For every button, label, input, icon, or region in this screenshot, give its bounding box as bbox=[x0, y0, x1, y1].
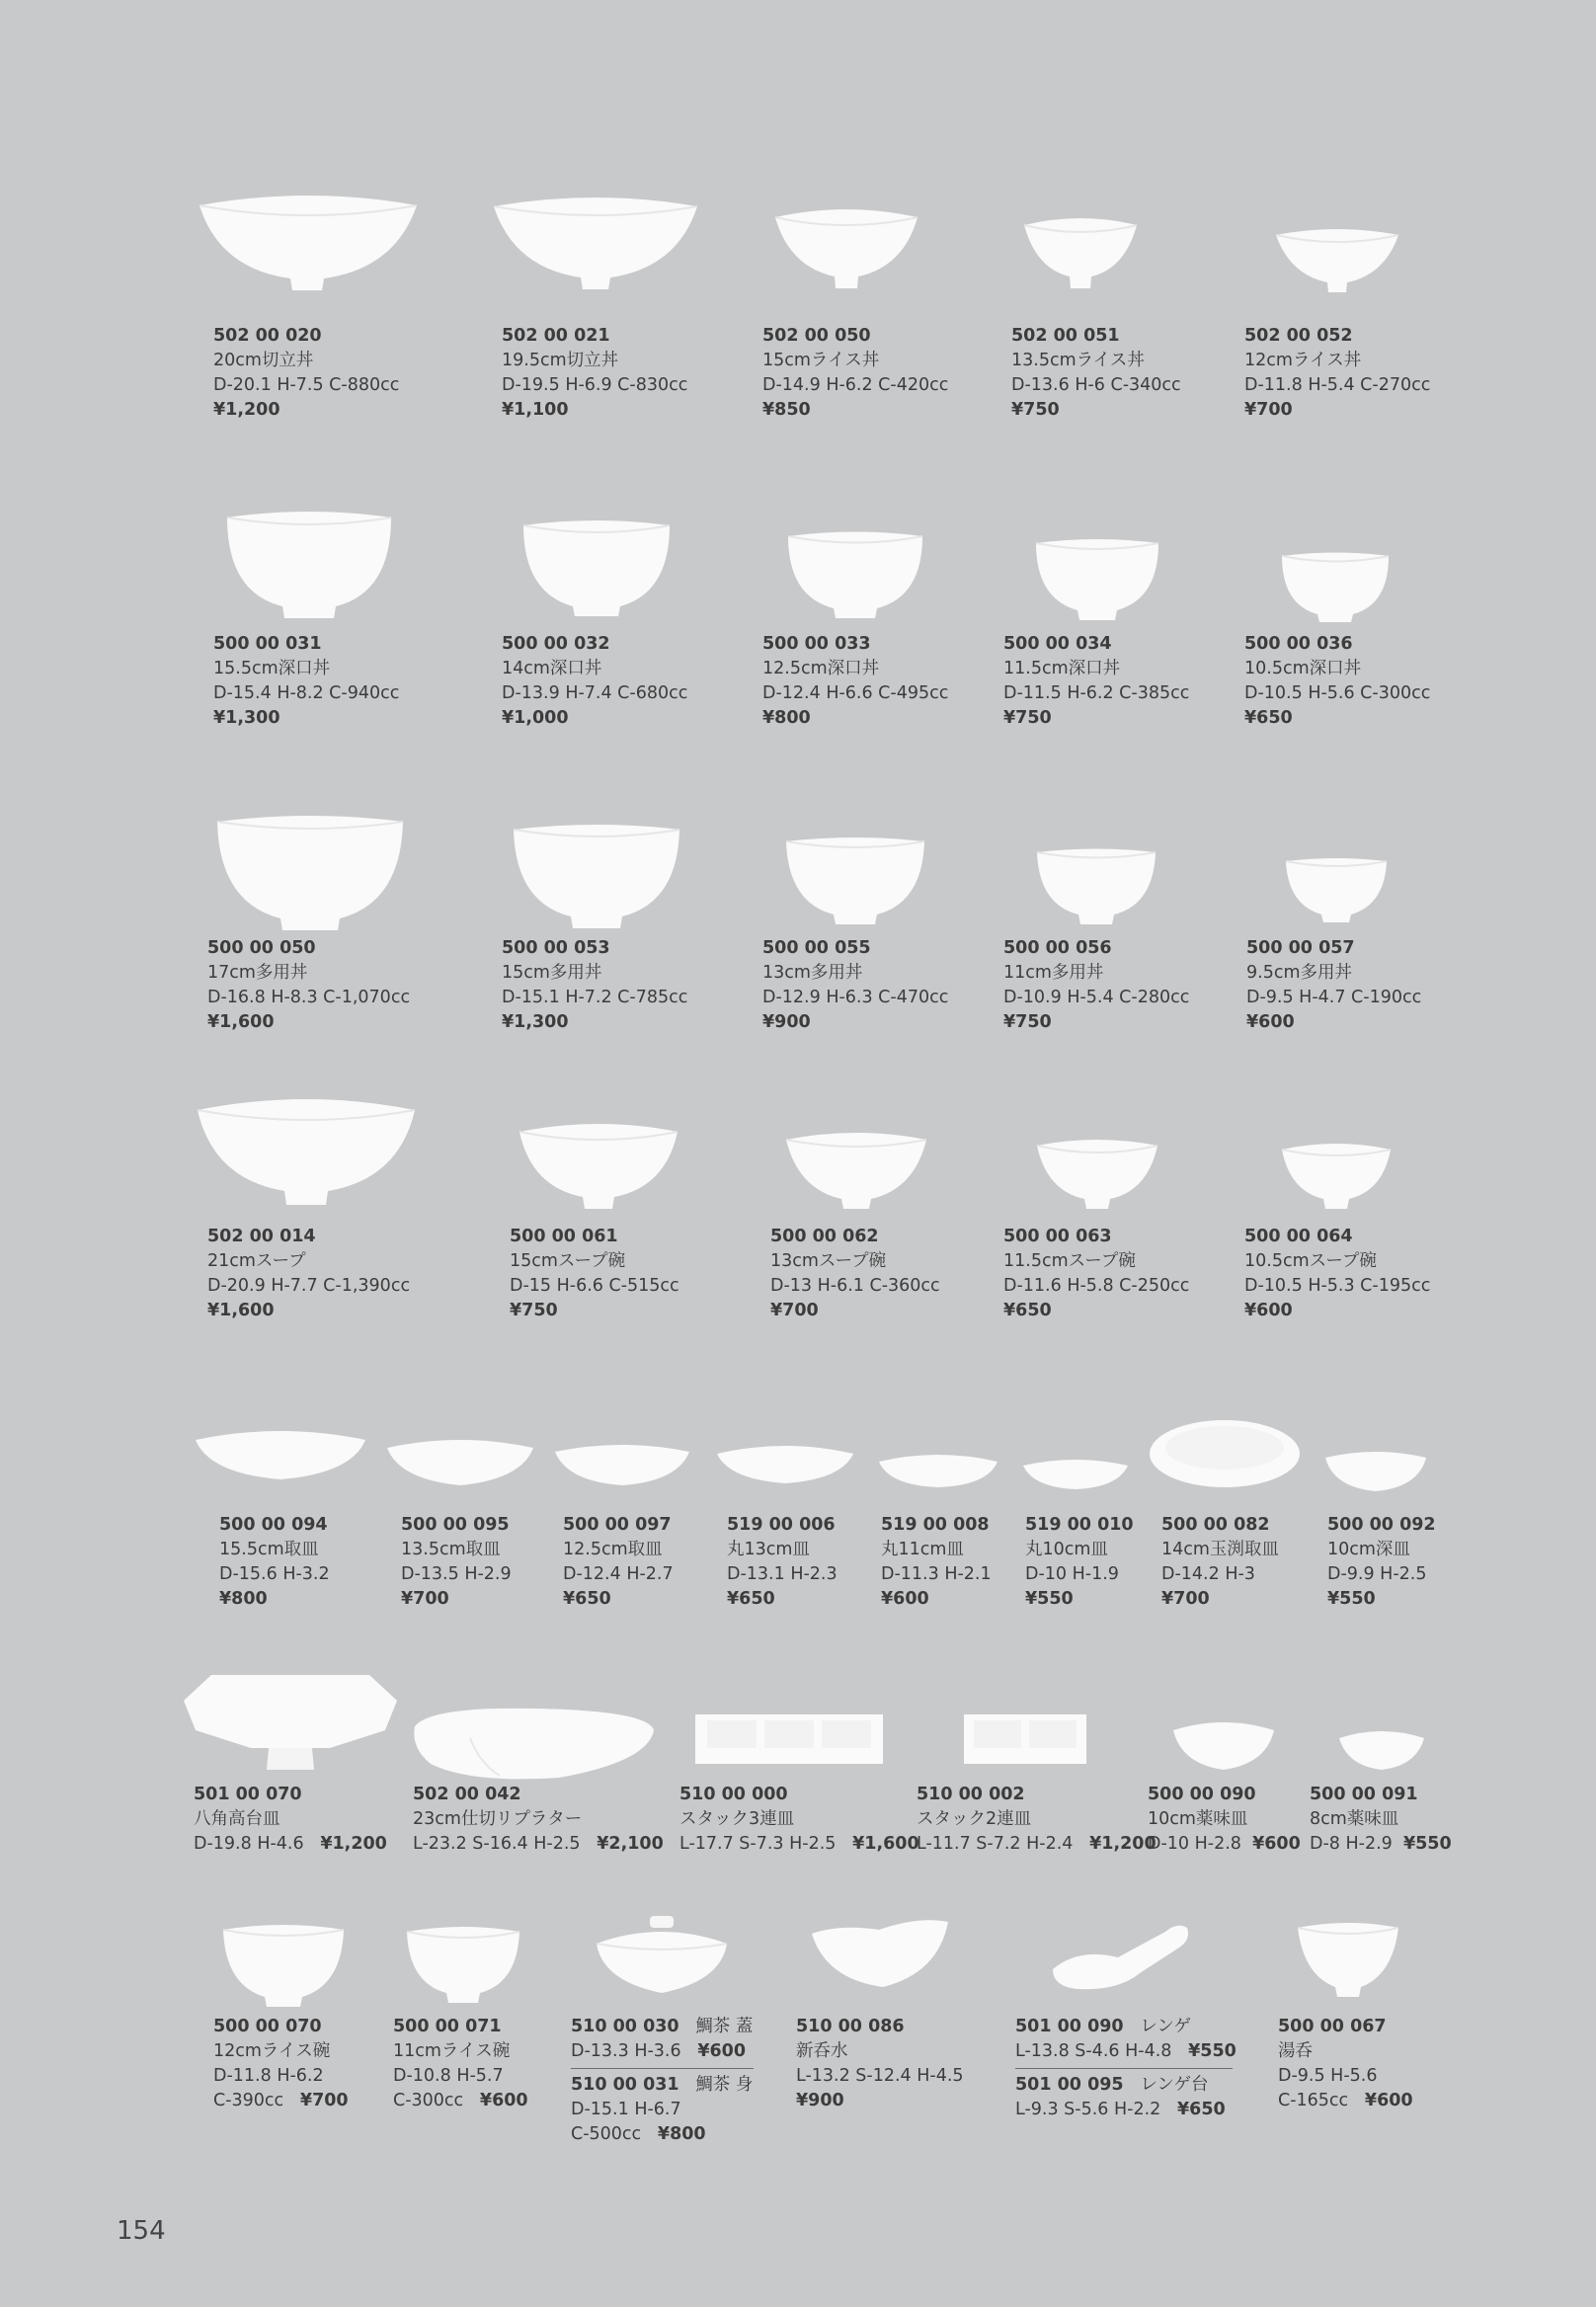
product-price: ¥600 bbox=[479, 2091, 528, 2110]
product-dimensions: L-17.7 S-7.3 H-2.5 bbox=[679, 1834, 837, 1854]
product-dimensions: D-8 H-2.9 bbox=[1310, 1834, 1393, 1854]
product-name: 12.5cm取皿 bbox=[563, 1540, 663, 1559]
product-dimensions: D-10.9 H-5.4 C-280cc bbox=[1003, 988, 1190, 1007]
divider bbox=[571, 2068, 754, 2069]
bowl-image bbox=[786, 525, 924, 622]
product-dimensions: D-10.8 H-5.7 bbox=[393, 2066, 504, 2086]
product-name: 14cm玉渕取皿 bbox=[1161, 1540, 1279, 1559]
product-price: ¥850 bbox=[762, 400, 811, 420]
bowl-image bbox=[405, 1922, 521, 2007]
bowl-image bbox=[492, 191, 699, 295]
product-price: ¥700 bbox=[401, 1589, 449, 1609]
product-dimensions: D-12.4 H-2.7 bbox=[563, 1564, 674, 1584]
product-name: 10.5cm深口丼 bbox=[1244, 659, 1362, 678]
plate-image bbox=[877, 1448, 999, 1491]
product-dimensions: D-11.3 H-2.1 bbox=[881, 1564, 992, 1584]
sub-product-price: ¥800 bbox=[657, 2124, 706, 2144]
bowl-image bbox=[1035, 1136, 1159, 1213]
product-price: ¥650 bbox=[563, 1589, 611, 1609]
product-price: ¥550 bbox=[1025, 1589, 1074, 1609]
product-dimensions: D-12.4 H-6.6 C-495cc bbox=[762, 683, 949, 703]
product-dimensions: D-11.8 H-5.4 C-270cc bbox=[1244, 375, 1431, 395]
plate-image bbox=[194, 1422, 367, 1485]
product-price: ¥550 bbox=[1188, 2041, 1237, 2061]
product-price: ¥1,000 bbox=[502, 708, 569, 728]
product-capacity: C-300cc bbox=[393, 2091, 464, 2110]
product-dimensions: D-13.6 H-6 C-340cc bbox=[1011, 375, 1181, 395]
bowl-image bbox=[784, 832, 926, 928]
product-code: 519 00 008 bbox=[881, 1515, 990, 1535]
product-code: 500 00 090 bbox=[1148, 1785, 1256, 1804]
product-code: 502 00 052 bbox=[1244, 326, 1353, 346]
stack-dish-image bbox=[693, 1710, 885, 1768]
product-dimensions: D-15.1 H-7.2 C-785cc bbox=[502, 988, 688, 1007]
sub-product-dimensions: L-9.3 S-5.6 H-2.2 bbox=[1015, 2100, 1161, 2119]
product-name: 12cmライス丼 bbox=[1244, 351, 1362, 370]
product-price: ¥1,600 bbox=[207, 1301, 275, 1320]
product-name: 15.5cm深口丼 bbox=[213, 659, 331, 678]
product-code: 502 00 050 bbox=[762, 326, 871, 346]
product-code: 500 00 082 bbox=[1161, 1515, 1270, 1535]
product-dimensions: D-11.5 H-6.2 C-385cc bbox=[1003, 683, 1190, 703]
product-price: ¥800 bbox=[219, 1589, 268, 1609]
stack-dish-image bbox=[962, 1710, 1088, 1768]
product-price: ¥600 bbox=[1364, 2091, 1413, 2110]
sub-product-price: ¥650 bbox=[1176, 2100, 1226, 2119]
bowl-image bbox=[773, 203, 919, 292]
product-dimensions: D-9.9 H-2.5 bbox=[1327, 1564, 1427, 1584]
bowl-image bbox=[1284, 853, 1389, 924]
product-dimensions: D-16.8 H-8.3 C-1,070cc bbox=[207, 988, 411, 1007]
product-dimensions: D-19.8 H-4.6 bbox=[194, 1834, 304, 1854]
product-dimensions: D-13 H-6.1 C-360cc bbox=[770, 1276, 940, 1296]
product-code: 519 00 010 bbox=[1025, 1515, 1134, 1535]
divider bbox=[1015, 2068, 1233, 2069]
product-dimensions: D-15 H-6.6 C-515cc bbox=[510, 1276, 679, 1296]
product-price: ¥1,300 bbox=[213, 708, 280, 728]
bowl-image bbox=[1171, 1716, 1276, 1774]
product-code: 500 00 092 bbox=[1327, 1515, 1436, 1535]
product-price: ¥2,100 bbox=[597, 1834, 664, 1854]
product-price: ¥600 bbox=[697, 2041, 747, 2061]
product-name: 9.5cm多用丼 bbox=[1246, 963, 1352, 983]
product-price: ¥1,100 bbox=[502, 400, 569, 420]
plate-image bbox=[1148, 1418, 1302, 1493]
sub-product-capacity: C-500cc bbox=[571, 2124, 642, 2144]
product-name: 13.5cmライス丼 bbox=[1011, 351, 1145, 370]
product-price: ¥1,200 bbox=[320, 1834, 387, 1854]
product-dimensions: D-19.5 H-6.9 C-830cc bbox=[502, 375, 688, 395]
product-name: 11.5cm深口丼 bbox=[1003, 659, 1121, 678]
product-dimensions: D-13.3 H-3.6 bbox=[571, 2041, 681, 2061]
plate-image bbox=[1021, 1454, 1130, 1493]
product-code: 500 00 055 bbox=[762, 938, 871, 958]
product-price: ¥600 bbox=[1246, 1012, 1295, 1032]
product-dimensions: D-20.9 H-7.7 C-1,390cc bbox=[207, 1276, 411, 1296]
bowl-image bbox=[221, 1920, 346, 2011]
product-dimensions: L-11.7 S-7.2 H-2.4 bbox=[917, 1834, 1074, 1854]
product-name: 15cm多用丼 bbox=[502, 963, 602, 983]
product-name: スタック2連皿 bbox=[917, 1809, 1032, 1829]
bowl-image bbox=[518, 1118, 679, 1213]
sub-product-code: 510 00 031 bbox=[571, 2075, 679, 2095]
product-name: スタック3連皿 bbox=[679, 1809, 795, 1829]
product-price: ¥700 bbox=[299, 2091, 349, 2110]
bowl-image bbox=[1034, 533, 1160, 622]
product-dimensions: D-10 H-2.8 bbox=[1148, 1834, 1241, 1854]
product-name: 13.5cm取皿 bbox=[401, 1540, 501, 1559]
product-name: 12.5cm深口丼 bbox=[762, 659, 880, 678]
bowl-image bbox=[1280, 1140, 1393, 1213]
plate-image bbox=[1323, 1446, 1428, 1495]
product-code: 500 00 071 bbox=[393, 2017, 502, 2036]
product-code: 502 00 051 bbox=[1011, 326, 1120, 346]
product-price: ¥1,200 bbox=[1089, 1834, 1157, 1854]
product-code: 500 00 061 bbox=[510, 1227, 618, 1246]
bowl-image bbox=[512, 818, 681, 932]
product-dimensions: L-23.2 S-16.4 H-2.5 bbox=[413, 1834, 581, 1854]
product-dimensions: D-10.5 H-5.3 C-195cc bbox=[1244, 1276, 1431, 1296]
product-dimensions: L-13.2 S-12.4 H-4.5 bbox=[796, 2066, 964, 2086]
product-name: 新呑水 bbox=[796, 2041, 848, 2061]
product-code: 510 00 030 bbox=[571, 2017, 679, 2036]
product-code: 500 00 064 bbox=[1244, 1227, 1353, 1246]
product-name: 湯呑 bbox=[1278, 2041, 1313, 2061]
product-code: 500 00 091 bbox=[1310, 1785, 1418, 1804]
product-name: 12cmライス碗 bbox=[213, 2041, 331, 2061]
product-name: 15.5cm取皿 bbox=[219, 1540, 319, 1559]
product-name: 10.5cmスープ碗 bbox=[1244, 1251, 1377, 1271]
plate-image bbox=[182, 1671, 399, 1776]
platter-image bbox=[411, 1705, 656, 1786]
product-price: ¥1,300 bbox=[502, 1012, 569, 1032]
product-code: 500 00 095 bbox=[401, 1515, 510, 1535]
bowl-image bbox=[1035, 843, 1157, 926]
product-name: 11cm多用丼 bbox=[1003, 963, 1104, 983]
product-code: 500 00 097 bbox=[563, 1515, 672, 1535]
product-dimensions: L-13.8 S-4.6 H-4.8 bbox=[1015, 2041, 1172, 2061]
product-name: 丸10cm皿 bbox=[1025, 1540, 1108, 1559]
teacup-image bbox=[1296, 1918, 1400, 2001]
bowl-image bbox=[215, 808, 405, 934]
product-dimensions: D-10.5 H-5.6 C-300cc bbox=[1244, 683, 1431, 703]
product-dimensions: D-13.9 H-7.4 C-680cc bbox=[502, 683, 688, 703]
product-name: 19.5cm切立丼 bbox=[502, 351, 619, 370]
sub-product-dimensions: D-15.1 H-6.7 bbox=[571, 2100, 681, 2119]
product-price: ¥800 bbox=[762, 708, 811, 728]
product-name: 15cmスープ碗 bbox=[510, 1251, 626, 1271]
product-price: ¥550 bbox=[1327, 1589, 1376, 1609]
product-code: 501 00 070 bbox=[194, 1785, 302, 1804]
product-code: 500 00 033 bbox=[762, 634, 871, 654]
product-code: 500 00 057 bbox=[1246, 938, 1355, 958]
product-price: ¥700 bbox=[1244, 400, 1293, 420]
product-code: 500 00 053 bbox=[502, 938, 610, 958]
product-code: 500 00 050 bbox=[207, 938, 316, 958]
plate-image bbox=[715, 1438, 855, 1487]
product-price: ¥750 bbox=[1003, 708, 1052, 728]
product-dimensions: D-15.6 H-3.2 bbox=[219, 1564, 330, 1584]
product-capacity: C-165cc bbox=[1278, 2091, 1349, 2110]
product-name: 鯛茶 蓋 bbox=[695, 2017, 754, 2036]
product-code: 500 00 063 bbox=[1003, 1227, 1112, 1246]
product-dimensions: D-9.5 H-5.6 bbox=[1278, 2066, 1378, 2086]
bowl-image bbox=[196, 1090, 417, 1209]
product-code: 500 00 070 bbox=[213, 2017, 322, 2036]
product-dimensions: D-13.1 H-2.3 bbox=[727, 1564, 838, 1584]
product-dimensions: D-12.9 H-6.3 C-470cc bbox=[762, 988, 949, 1007]
product-name: 14cm深口丼 bbox=[502, 659, 602, 678]
bowl-image bbox=[784, 1128, 928, 1213]
bowl-image bbox=[225, 504, 393, 622]
product-code: 502 00 014 bbox=[207, 1227, 316, 1246]
page-number: 154 bbox=[117, 2216, 166, 2246]
product-price: ¥550 bbox=[1402, 1834, 1452, 1854]
product-name: 10cm薬味皿 bbox=[1148, 1809, 1248, 1829]
product-price: ¥750 bbox=[1003, 1012, 1052, 1032]
bowl-image bbox=[1022, 213, 1139, 292]
lidded-bowl-image bbox=[593, 1916, 731, 1999]
product-code: 510 00 002 bbox=[917, 1785, 1025, 1804]
product-name: 13cm多用丼 bbox=[762, 963, 863, 983]
product-name: 丸13cm皿 bbox=[727, 1540, 810, 1559]
sub-product-code: 501 00 095 bbox=[1015, 2075, 1124, 2095]
product-name: 17cm多用丼 bbox=[207, 963, 308, 983]
product-dimensions: D-11.6 H-5.8 C-250cc bbox=[1003, 1276, 1190, 1296]
product-code: 501 00 090 bbox=[1015, 2017, 1124, 2036]
product-dimensions: D-13.5 H-2.9 bbox=[401, 1564, 512, 1584]
product-code: 500 00 031 bbox=[213, 634, 322, 654]
product-capacity: C-390cc bbox=[213, 2091, 284, 2110]
product-dimensions: D-15.4 H-8.2 C-940cc bbox=[213, 683, 400, 703]
product-price: ¥750 bbox=[510, 1301, 558, 1320]
product-name: 8cm薬味皿 bbox=[1310, 1809, 1399, 1829]
product-dimensions: D-9.5 H-4.7 C-190cc bbox=[1246, 988, 1422, 1007]
product-name: 23cm仕切リプラター bbox=[413, 1809, 583, 1829]
bowl-image bbox=[1274, 225, 1400, 296]
product-code: 500 00 067 bbox=[1278, 2017, 1387, 2036]
product-price: ¥900 bbox=[796, 2091, 844, 2110]
plate-image bbox=[553, 1438, 691, 1489]
product-price: ¥750 bbox=[1011, 400, 1060, 420]
bowl-image bbox=[810, 1914, 950, 1993]
bowl-image bbox=[521, 514, 672, 620]
product-code: 500 00 036 bbox=[1244, 634, 1353, 654]
product-name: 21cmスープ bbox=[207, 1251, 306, 1271]
product-name: 15cmライス丼 bbox=[762, 351, 880, 370]
product-price: ¥650 bbox=[1244, 708, 1293, 728]
product-name: 20cm切立丼 bbox=[213, 351, 314, 370]
product-dimensions: D-14.2 H-3 bbox=[1161, 1564, 1255, 1584]
sub-product-name: 鯛茶 身 bbox=[695, 2075, 754, 2095]
product-price: ¥600 bbox=[881, 1589, 929, 1609]
product-price: ¥700 bbox=[770, 1301, 819, 1320]
product-price: ¥600 bbox=[1244, 1301, 1293, 1320]
product-code: 510 00 086 bbox=[796, 2017, 905, 2036]
product-code: 502 00 042 bbox=[413, 1785, 521, 1804]
sub-product-name: レンゲ台 bbox=[1140, 2075, 1209, 2095]
product-price: ¥900 bbox=[762, 1012, 811, 1032]
product-dimensions: D-10 H-1.9 bbox=[1025, 1564, 1119, 1584]
product-name: 八角高台皿 bbox=[194, 1809, 280, 1829]
product-code: 519 00 006 bbox=[727, 1515, 836, 1535]
product-code: 500 00 032 bbox=[502, 634, 610, 654]
bowl-image bbox=[1337, 1726, 1426, 1774]
product-price: ¥1,200 bbox=[213, 400, 280, 420]
product-code: 500 00 094 bbox=[219, 1515, 328, 1535]
product-price: ¥1,600 bbox=[207, 1012, 275, 1032]
product-code: 500 00 062 bbox=[770, 1227, 879, 1246]
product-name: レンゲ bbox=[1140, 2017, 1192, 2036]
product-code: 500 00 034 bbox=[1003, 634, 1112, 654]
product-dimensions: D-14.9 H-6.2 C-420cc bbox=[762, 375, 949, 395]
product-code: 510 00 000 bbox=[679, 1785, 788, 1804]
product-name: 丸11cm皿 bbox=[881, 1540, 964, 1559]
product-name: 13cmスープ碗 bbox=[770, 1251, 887, 1271]
product-price: ¥650 bbox=[727, 1589, 775, 1609]
bowl-image bbox=[1280, 547, 1391, 624]
product-price: ¥650 bbox=[1003, 1301, 1052, 1320]
spoon-image bbox=[1049, 1918, 1207, 1997]
product-name: 11cmライス碗 bbox=[393, 2041, 511, 2061]
bowl-image bbox=[198, 188, 419, 296]
product-name: 10cm深皿 bbox=[1327, 1540, 1410, 1559]
product-dimensions: D-11.8 H-6.2 bbox=[213, 2066, 324, 2086]
product-price: ¥600 bbox=[1252, 1834, 1301, 1854]
product-dimensions: D-20.1 H-7.5 C-880cc bbox=[213, 375, 400, 395]
product-code: 502 00 021 bbox=[502, 326, 610, 346]
product-price: ¥700 bbox=[1161, 1589, 1210, 1609]
product-code: 500 00 056 bbox=[1003, 938, 1112, 958]
product-code: 502 00 020 bbox=[213, 326, 322, 346]
product-name: 11.5cmスープ碗 bbox=[1003, 1251, 1136, 1271]
product-price: ¥1,600 bbox=[852, 1834, 919, 1854]
plate-image bbox=[385, 1432, 535, 1489]
